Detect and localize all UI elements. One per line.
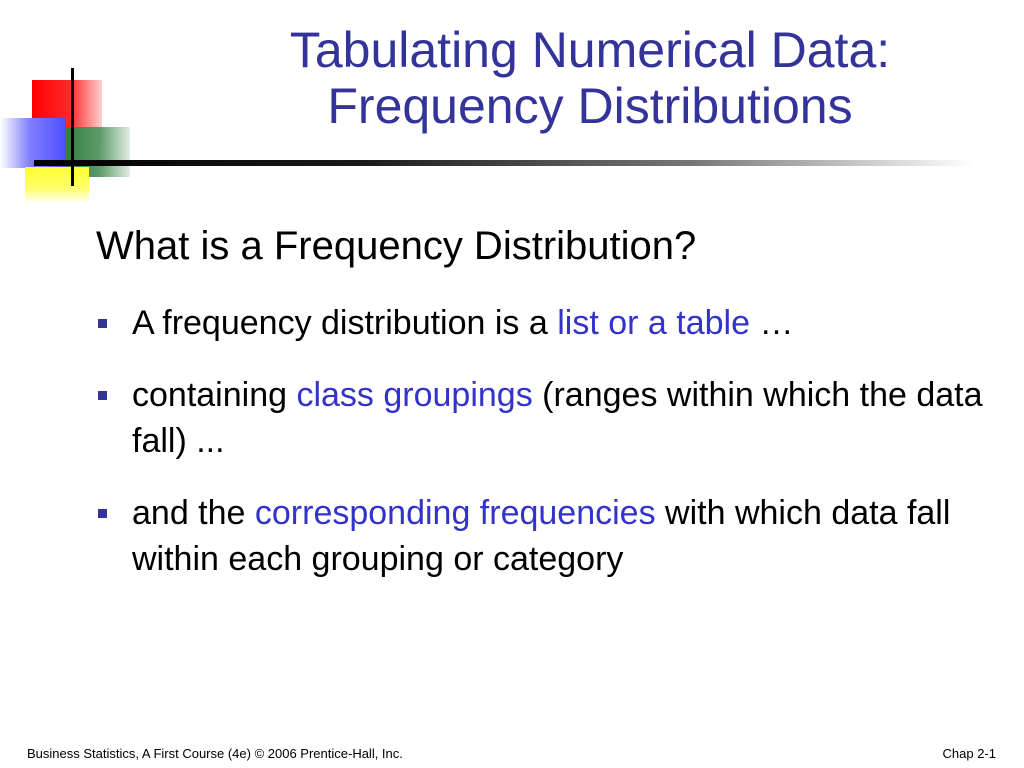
question-heading: What is a Frequency Distribution? [96, 224, 697, 268]
bullet-text: with which data fall within each grouping or category [132, 494, 951, 578]
square-bullet-icon [98, 319, 107, 328]
footer-copyright: Business Statistics, A First Course (4e) © 2006 Prentice-Hall, Inc. [27, 746, 403, 761]
title-rule [34, 160, 974, 166]
square-bullet-icon [98, 509, 107, 518]
bullet-highlight: corresponding frequencies [254, 494, 656, 532]
bullet-text: A frequency distribution is a [132, 304, 558, 342]
slide-title-line-2: Frequency Distributions [327, 78, 853, 134]
bullet-highlight: list or a table [557, 304, 750, 342]
slide-title [160, 22, 1020, 134]
bullet-item [98, 300, 998, 346]
decorative-logo [0, 60, 140, 210]
bullet-text: … [750, 304, 794, 342]
bullet-text: and the [132, 494, 255, 532]
slide-title-line-1: Tabulating Numerical Data: [289, 22, 891, 78]
yellow-square-decoration [25, 167, 89, 201]
square-bullet-icon [98, 391, 107, 400]
footer-page-number: Chap 2-1 [942, 746, 996, 761]
bullet-list [98, 300, 998, 608]
vertical-line-decoration [71, 68, 74, 186]
bullet-highlight: class groupings [296, 376, 533, 414]
bullet-text: containing [132, 376, 297, 414]
bullet-item [98, 490, 998, 582]
bullet-text: (ranges within which the data fall) ... [132, 376, 983, 460]
bullet-item [98, 372, 998, 464]
